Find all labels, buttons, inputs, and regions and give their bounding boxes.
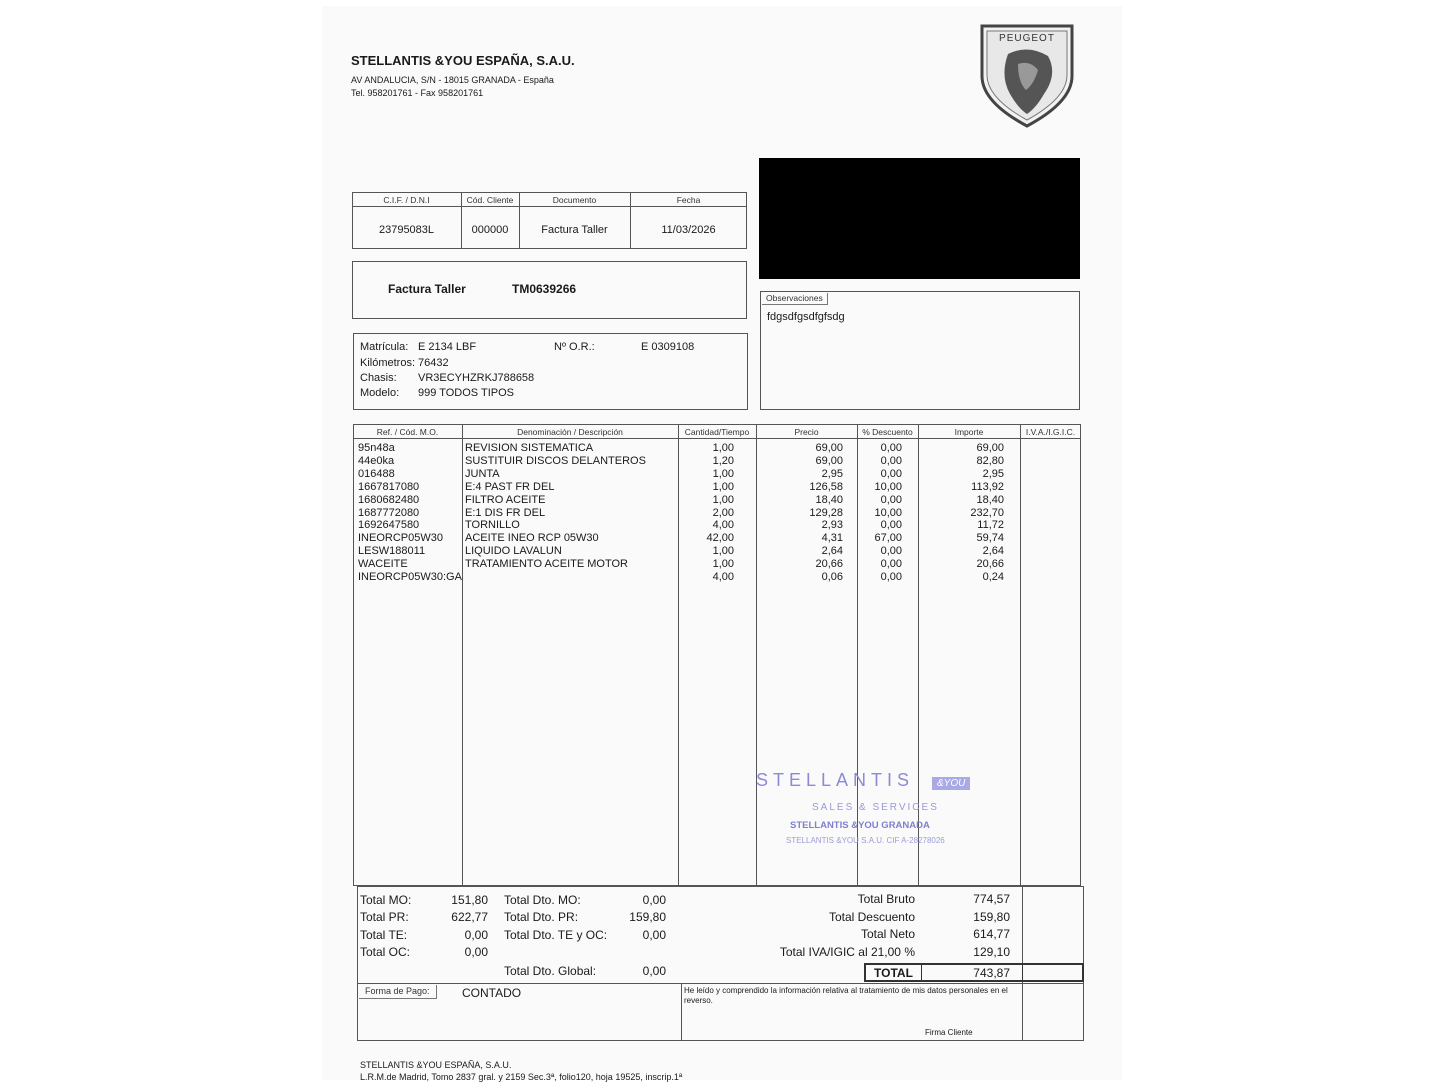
table-cell-ref: LESW188011 [358,545,426,558]
redacted-address-block [759,158,1080,279]
model-value: 999 TODOS TIPOS [418,387,514,399]
peugeot-logo [978,24,1076,128]
payment-value: CONTADO [462,986,522,1000]
neto-value: 614,77 [973,927,1010,941]
table-cell-disc: 0,00 [880,571,902,583]
table-cell-ref: 1692647580 [358,519,420,532]
table-cell-qty: 42,00 [706,532,734,545]
stamp-line3: STELLANTIS &YOU GRANADA [790,820,930,831]
table-cell-amount: 11,72 [977,519,1004,532]
table-cell-ref: 44e0ka [358,454,395,467]
logo-text: PEUGEOT [999,33,1055,44]
dto-mo-value: 0,00 [642,893,666,907]
table-cell-qty: 1,00 [712,493,734,506]
invoice-type: Factura Taller [388,282,466,296]
table-cell-qty: 1,00 [712,480,734,493]
table-cell-ref: INEORCP05W30:GA [358,571,462,583]
table-cell-disc: 0,00 [880,467,902,480]
table-cell-price: 2,95 [821,467,843,480]
table-cell-disc: 10,00 [874,506,902,519]
table-cell-amount: 113,92 [971,480,1004,493]
dto-te-value: 0,00 [642,928,666,942]
km-value: 76432 [418,357,449,369]
table-cell-price: 4,31 [821,532,843,545]
dto-global-label: Total Dto. Global: [504,964,597,978]
header-client: Cód. Cliente [466,195,514,205]
table-cell-desc: E:4 PAST FR DEL [465,480,555,493]
company-address: AV ANDALUCIA, S/N - 18015 GRANADA - España [351,75,554,85]
footer-company: STELLANTIS &YOU ESPAÑA, S.A.U. [360,1060,512,1070]
dto-pr-value: 159,80 [629,910,666,924]
col-amount: Importe [954,427,984,437]
total-te-label: Total TE: [360,928,408,942]
iva-label: Total IVA/IGIC al 21,00 % [779,945,915,959]
table-cell-desc: TORNILLO [465,519,520,532]
plate-label: Matrícula: [360,341,409,353]
header-document: Documento [552,195,597,205]
dto-mo-label: Total Dto. MO: [504,893,581,907]
header-date: Fecha [676,195,701,205]
table-cell-disc: 10,00 [874,480,902,493]
grand-total-value: 743,87 [973,966,1010,980]
table-cell-qty: 4,00 [712,571,734,583]
table-cell-ref: 1687772080 [358,506,420,519]
cif-value: 23795083L [378,224,435,236]
total-pr-label: Total PR: [360,910,409,924]
descuento-label: Total Descuento [828,910,915,924]
table-cell-qty: 1,00 [712,558,734,571]
stamp-line1: STELLANTIS [756,770,915,790]
stamp-line4: STELLANTIS &YOU S.A.U. CIF A-28278026 [786,836,945,845]
table-cell-desc: FILTRO ACEITE [465,493,546,506]
col-discount: % Descuento [862,427,913,437]
grand-total-label: TOTAL [874,966,913,980]
table-cell-amount: 82,80 [976,454,1004,467]
table-cell-desc [465,571,675,584]
document-value: Factura Taller [541,224,608,236]
table-cell-disc: 0,00 [880,519,902,532]
table-cell-price: 2,93 [821,519,843,532]
col-description: Denominación / Descripción [517,427,623,437]
table-cell-qty: 1,00 [712,467,734,480]
table-cell-qty: 1,00 [712,442,734,454]
table-cell-ref: 95n48a [358,442,395,454]
table-cell-desc: ACEITE INEO RCP 05W30 [465,532,599,545]
table-cell-desc: REVISION SISTEMATICA [465,442,594,454]
chassis-value: VR3ECYHZRKJ788658 [418,372,535,384]
km-label: Kilómetros: [360,357,416,369]
signature-label: Firma Cliente [925,1028,973,1037]
header-cif: C.I.F. / D.N.I [383,195,430,205]
table-cell-price: 126,58 [809,480,843,493]
table-cell-price: 2,64 [821,545,843,558]
table-cell-price: 0,06 [821,571,843,583]
company-phone: Tel. 958201761 - Fax 958201761 [351,88,484,98]
table-cell-price: 129,28 [809,506,843,519]
table-cell-ref: WACEITE [358,558,408,571]
table-cell-desc: E:1 DIS FR DEL [465,506,546,519]
table-cell-disc: 67,00 [874,532,902,545]
table-cell-amount: 18,40 [976,493,1004,506]
table-cell-ref: 016488 [358,467,395,480]
observations-text: fdgsdfgsdfgfsdg [767,311,845,323]
total-pr-value: 622,77 [451,910,488,924]
col-vat: I.V.A./I.G.I.C. [1025,427,1076,437]
table-cell-ref: 1667817080 [358,480,420,493]
col-quantity: Cantidad/Tiempo [684,427,750,437]
payment-label: Forma de Pago: [359,985,437,999]
dto-te-label: Total Dto. TE y OC: [504,928,608,942]
total-oc-label: Total OC: [360,945,411,959]
table-cell-qty: 2,00 [712,506,734,519]
table-cell-qty: 1,20 [712,454,734,467]
table-cell-ref: 1680682480 [358,493,420,506]
bruto-label: Total Bruto [857,892,915,906]
table-cell-amount: 2,64 [982,545,1004,558]
total-mo-value: 151,80 [451,893,488,907]
iva-value: 129,10 [973,945,1010,959]
table-cell-price: 18,40 [815,493,843,506]
col-ref: Ref. / Cód. M.O. [376,427,439,437]
model-label: Modelo: [360,387,400,399]
bruto-value: 774,57 [973,892,1010,906]
total-oc-value: 0,00 [464,945,488,959]
chassis-label: Chasis: [360,372,397,384]
dto-global-value: 0,00 [642,964,666,978]
table-cell-qty: 4,00 [712,519,734,532]
stamp-line2: SALES & SERVICES [812,802,939,813]
total-te-value: 0,00 [464,928,488,942]
stamp-badge: &YOU [932,777,970,790]
table-cell-amount: 232,70 [970,506,1004,519]
table-cell-price: 69,00 [815,454,843,467]
or-label: Nº O.R.: [554,341,595,353]
plate-value: E 2134 LBF [418,341,477,353]
table-cell-price: 20,66 [815,558,843,571]
table-cell-price: 69,00 [815,442,843,454]
descuento-value: 159,80 [973,910,1010,924]
table-cell-ref: INEORCP05W30 [358,532,443,545]
client-value: 000000 [471,224,509,236]
total-mo-label: Total MO: [360,893,412,907]
table-cell-disc: 0,00 [880,493,902,506]
neto-label: Total Neto [860,927,915,941]
observations-box [760,291,1080,410]
table-cell-amount: 0,24 [982,571,1004,583]
table-cell-qty: 1,00 [712,545,734,558]
table-cell-disc: 0,00 [880,442,902,454]
table-cell-amount: 20,66 [976,558,1004,571]
col-price: Precio [794,427,819,437]
date-value: 11/03/2026 [661,224,716,236]
dto-pr-label: Total Dto. PR: [504,910,579,924]
company-name: STELLANTIS &YOU ESPAÑA, S.A.U. [351,53,575,68]
table-cell-amount: 59,74 [976,532,1004,545]
table-cell-disc: 0,00 [880,545,902,558]
footer-registry: L.R.M.de Madrid, Tomo 2837 gral. y 2159 Sec.3ª, folio120, hoja 19525, inscrip.1ª [360,1072,683,1082]
table-cell-desc: SUSTITUIR DISCOS DELANTEROS [465,454,646,467]
table-cell-desc: TRATAMIENTO ACEITE MOTOR [465,558,628,571]
table-cell-desc: JUNTA [465,467,500,480]
table-cell-disc: 0,00 [880,454,902,467]
table-cell-amount: 69,00 [976,442,1004,454]
or-value: E 0309108 [641,341,695,353]
table-cell-disc: 0,00 [880,558,902,571]
table-cell-amount: 2,95 [982,467,1004,480]
invoice-number: TM0639266 [512,282,577,296]
table-cell-desc: LIQUIDO LAVALUN [465,545,562,558]
privacy-note: He leído y comprendido la información relativa al tratamiento de mis datos personales en el reverso. [684,986,1008,1005]
observations-label: Observaciones [762,293,828,305]
company-stamp [756,766,986,856]
